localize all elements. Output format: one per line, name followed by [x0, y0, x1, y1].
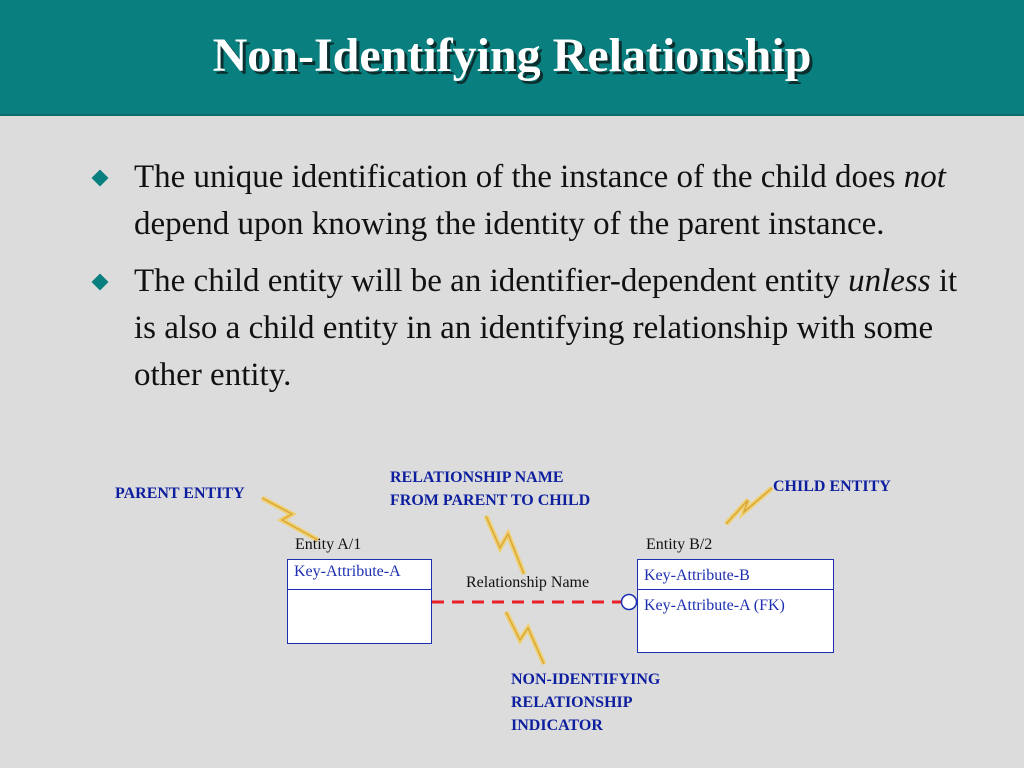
indicator-callout-line-3: INDICATOR	[511, 717, 603, 734]
bullet-1-emphasis: not	[903, 159, 946, 195]
relationship-name-callout-line-1: RELATIONSHIP NAME	[390, 469, 564, 486]
bullet-1-text-after: depend upon knowing the identity of the parent instance.	[134, 206, 885, 242]
entity-b-key-attribute: Key-Attribute-B	[644, 567, 750, 584]
bullet-2-text-before: The child entity will be an identifier-dependent entity	[134, 263, 849, 299]
entity-a-key-attribute: Key-Attribute-A	[294, 563, 401, 580]
indicator-callout-lightning	[506, 612, 544, 664]
slide-title: Non-Identifying Relationship	[212, 29, 812, 82]
relationship-name-callout-line-2: FROM PARENT TO CHILD	[390, 492, 591, 509]
bullet-2-text-after: it is also a child entity in an identifying relationship with some other entity.	[134, 263, 958, 393]
entity-a-name: Entity A/1	[295, 536, 362, 553]
entity-b-non-key-attribute: Key-Attribute-A (FK)	[644, 597, 785, 614]
entity-b-name: Entity B/2	[646, 536, 713, 553]
entity-b-key-area	[638, 560, 833, 590]
child-entity-callout: CHILD ENTITY	[773, 478, 891, 495]
entity-b-box	[637, 559, 834, 653]
entity-a-key-area	[288, 560, 431, 590]
bullet-2-emphasis: unless	[848, 263, 931, 299]
relationship-name-label: Relationship Name	[466, 574, 590, 591]
indicator-callout-line-1: NON-IDENTIFYING	[511, 671, 661, 688]
entity-a-box	[287, 559, 432, 644]
bullet-1-text-before: The unique identification of the instance of the child does	[134, 159, 904, 195]
indicator-callout-line-2: RELATIONSHIP	[511, 694, 633, 711]
relationship-name-callout-lightning	[486, 516, 524, 574]
indicator-callout	[511, 668, 660, 737]
parent-callout-lightning	[262, 498, 318, 540]
relationship-name-callout	[390, 466, 590, 512]
parent-entity-callout: PARENT ENTITY	[115, 485, 245, 502]
child-end-circle	[622, 595, 637, 610]
